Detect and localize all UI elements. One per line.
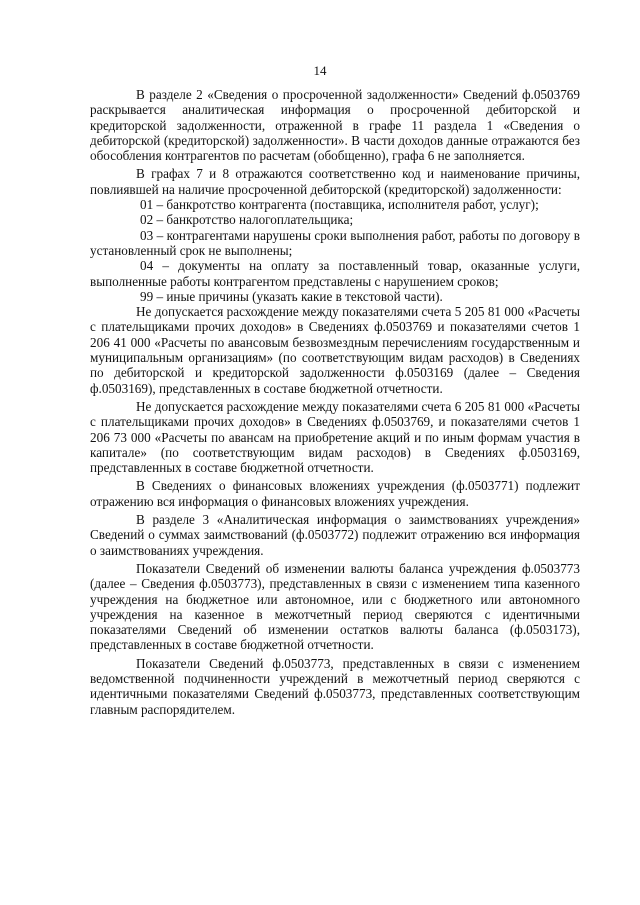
- paragraph-columns-7-8: В графах 7 и 8 отражаются соответственно код и наименование причины, повлиявшей на наличие просроченной дебиторской (кредиторской) задолженности:: [90, 166, 580, 197]
- paragraph-borrowings: В разделе 3 «Аналитическая информация о заимствованиях учреждения» Сведений о суммах заимствований (ф.0503772) подлежит отражению вся информация о заимствованиях учреждения.: [90, 512, 580, 558]
- reason-code-02: 02 – банкротство налогоплательщика;: [140, 212, 354, 228]
- paragraph-financial-investments: В Сведениях о финансовых вложениях учреждения (ф.0503771) подлежит отражению вся информация о финансовых вложениях учреждения.: [90, 478, 580, 509]
- paragraph-section2-overdue: В разделе 2 «Сведения о просроченной задолженности» Сведений ф.0503769 раскрывается аналитическая информация о просроченной дебиторской и кредиторской задолженности, отраженной в графе 11 раздела 1 «Сведения о дебиторской (кредиторской) задолженности». В части доходов данные отражаются без обособления контрагентов по расчетам (обобщенно), графа 6 не заполняется.: [90, 87, 580, 164]
- paragraph-account-5-205: Не допускается расхождение между показателями счета 5 205 81 000 «Расчеты с плательщиками прочих доходов» в Сведениях ф.0503769 и показателями счетов 1 206 41 000 «Расчеты по авансовым безвозмездным перечислениям государственным и муниципальным организациям» (по соответствующим видам расходов) в Сведениях по дебиторской и кредиторской задолженности ф.0503169 (далее – Сведения ф.0503169), представленных в составе бюджетной отчетности.: [90, 304, 580, 396]
- paragraph-departmental-subordination: Показатели Сведений ф.0503773, представленных в связи с изменением ведомственной подчиненности учреждений в межотчетный период сверяются с идентичными показателями Сведений ф.0503773, представленных соответствующим главным распорядителем.: [90, 655, 580, 717]
- document-body: [90, 87, 580, 717]
- reason-code-04: 04 – документы на оплату за поставленный товар, оказанные услуги, выполненные работы контрагентом представлены с нарушением сроков;: [90, 258, 580, 289]
- paragraph-balance-currency-change: Показатели Сведений об изменении валюты баланса учреждения ф.0503773 (далее – Сведения ф.0503773), представленных в связи с изменением типа казенного учреждения на бюджетное или автономное, или с бюджетного или автономного учреждения на казенное в межотчетный период сверяются с идентичными показателями Сведений об изменении остатков валюты баланса (ф.0503173), представленных в составе бюджетной отчетности.: [90, 560, 580, 653]
- reason-code-99: 99 – иные причины (указать какие в текстовой части).: [140, 288, 443, 304]
- reason-code-01: 01 – банкротство контрагента (поставщика, исполнителя работ, услуг);: [140, 197, 539, 213]
- reason-code-03: 03 – контрагентами нарушены сроки выполнения работ, работы по договору в установленный срок не выполнены;: [90, 227, 580, 258]
- paragraph-account-6-205: Не допускается расхождение между показателями счета 6 205 81 000 «Расчеты с плательщиками прочих доходов» в Сведениях ф.0503769, и показателями счетов 1 206 73 000 «Расчеты по авансам на приобретение акций и по иным формам участия в капитале» (по соответствующим видам расходов) в Сведениях ф.0503169, представленных в составе бюджетной отчетности.: [90, 398, 580, 476]
- page-number: 14: [313, 63, 327, 78]
